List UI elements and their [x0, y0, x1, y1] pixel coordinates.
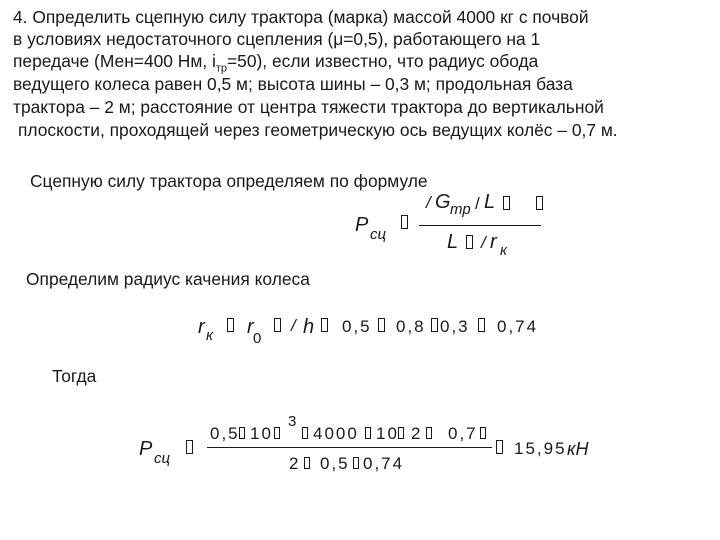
formula-1-lhs-subscript: сц — [370, 226, 387, 243]
formula-2-r0: r — [247, 316, 254, 338]
formula-1-equals-glyph — [401, 215, 408, 233]
formula-2-times-glyph — [431, 318, 438, 336]
formula-2-mu-glyph: / — [291, 316, 296, 335]
formula-3-numerator-5: 2 — [411, 424, 421, 443]
formula-2-r0-subscript: 0 — [253, 330, 262, 347]
formula-3-result: 15,95 — [514, 439, 567, 458]
task-line-3-end: =50), если известно, что радиус обода — [227, 51, 539, 71]
formula-3-exponent-glyph — [274, 425, 280, 443]
formula-2-result: 0,74 — [497, 317, 539, 336]
formula-1-g: G — [435, 191, 451, 213]
formula-2-equals-glyph — [227, 318, 234, 336]
task-line-6: плоскости, проходящей через геометрическую ось ведущих колёс – 0,7 м. — [18, 120, 618, 140]
formula-2-value-3: 0,3 — [440, 317, 470, 336]
formula-3-equals-glyph-2 — [496, 440, 503, 458]
formula-3-numerator-3: 4000 — [313, 424, 359, 443]
formula-2-value-2: 0,8 — [396, 317, 426, 336]
formula-1-mu-glyph: / — [426, 193, 431, 212]
formula-1-mu-glyph-2: / — [481, 233, 486, 252]
formula-3-times-glyph-2 — [302, 425, 308, 443]
formula-3-numerator-6: 0,7 — [448, 424, 478, 443]
formula-3-lhs-subscript: сц — [154, 450, 171, 467]
formula-3-numerator-2: 10 — [250, 424, 273, 443]
formula-3-times-glyph-4 — [398, 425, 404, 443]
formula-3-lhs: P — [139, 438, 153, 460]
formula-1-op-glyph-2 — [536, 196, 543, 214]
task-line-3-subscript: тр — [215, 62, 228, 75]
task-line-4: ведущего колеса равен 0,5 м; высота шины – 0,3 м; продольная база — [13, 74, 573, 94]
formula-2-value-1: 0,5 — [342, 317, 372, 336]
formula-3-times-glyph-1 — [239, 425, 245, 443]
formula-3-unit: кН — [567, 439, 589, 459]
formula-1-l: L — [484, 191, 496, 213]
task-line-3-start: передаче (Мен=400 Нм, i — [13, 51, 216, 71]
formula-3-numerator-1: 0,5 — [210, 424, 240, 443]
formula-1-r-subscript: к — [500, 242, 508, 259]
formula-3-denominator-3: 0,74 — [363, 454, 405, 473]
formula-1-minus-glyph — [466, 235, 473, 253]
formula-3-numerator-4: 10 — [376, 424, 399, 443]
section-2-heading: Определим радиус качения колеса — [26, 269, 310, 289]
formula-1-denominator-l: L — [447, 231, 459, 253]
formula-3-denominator-2: 0,5 — [320, 454, 350, 473]
task-line-1: 4. Определить сцепную силу трактора (марка) массой 4000 кг с почвой — [13, 7, 589, 27]
section-1-heading: Сцепную силу трактора определяем по формуле — [30, 171, 428, 191]
formula-2-minus-glyph-2 — [378, 318, 385, 336]
section-3-heading: Тогда — [52, 366, 97, 386]
formula-3-minus-glyph — [426, 425, 432, 443]
formula-2-equals-glyph-2 — [321, 318, 328, 336]
formula-1-lhs: P — [355, 214, 369, 236]
formula-1-fraction-line — [419, 225, 541, 226]
task-line-2: в условиях недостаточного сцепления (μ=0,5), работающего на 1 — [13, 29, 541, 49]
formula-1-op-glyph-1 — [503, 196, 510, 214]
formula-1-r: r — [490, 231, 497, 253]
formula-2-equals-glyph-3 — [478, 318, 485, 336]
formula-2-h: h — [303, 316, 315, 338]
formula-3-times-glyph-6 — [353, 455, 359, 473]
formula-3-exponent: 3 — [288, 413, 297, 430]
formula-3-equals-glyph — [186, 440, 193, 458]
formula-2-minus-glyph — [274, 318, 281, 336]
formula-1-g-subscript: тр — [450, 201, 471, 218]
formula-2-lhs: r — [198, 316, 205, 338]
formula-3-close-glyph — [480, 425, 486, 443]
formula-3-times-glyph-3 — [365, 425, 371, 443]
formula-3-fraction-line — [207, 447, 492, 448]
formula-3-denominator-1: 2 — [289, 454, 299, 473]
formula-3-times-glyph-5 — [304, 455, 310, 473]
formula-1-bracket-glyph: / — [475, 194, 480, 213]
formula-2-lhs-subscript: к — [206, 327, 214, 344]
task-line-5: трактора – 2 м; расстояние от центра тяжести трактора до вертикальной — [13, 97, 604, 117]
